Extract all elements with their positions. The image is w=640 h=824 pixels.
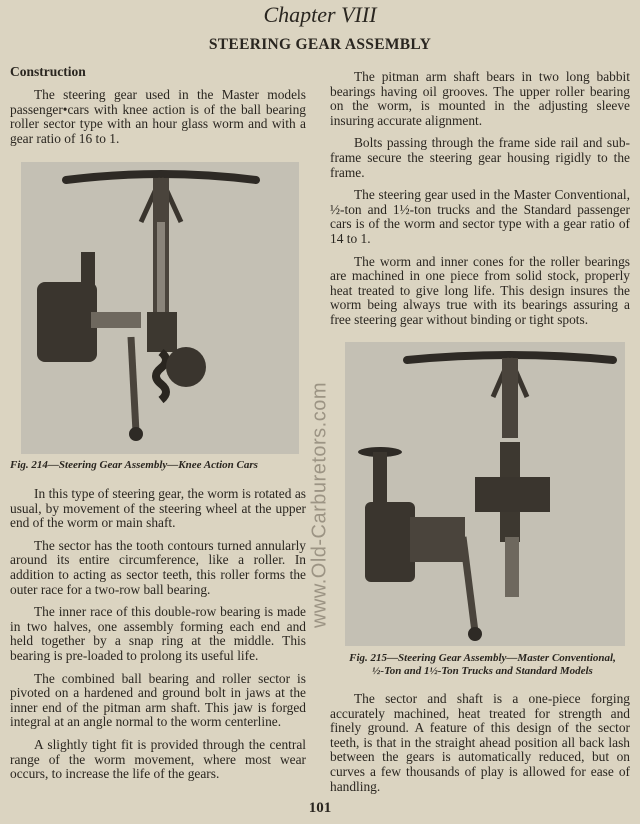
paragraph: Bolts passing through the frame side rail and sub-frame secure the steering gear housing rigidly to the frame. xyxy=(330,135,630,180)
paragraph: The inner race of this double-row bearing is made in two halves, one assembly forming each end and held together by a snap ring at the middle. This bearing is pre-loaded to prolong its useful life. xyxy=(10,604,306,663)
paragraph: The worm and inner cones for the roller bearings are machined in one piece from solid stock, properly heat treated to give long life. This design insures the worm being always true with its bearings assuring a free steering gear without binding or tight spots. xyxy=(330,253,630,327)
paragraph: A slightly tight fit is provided through the central range of the worm movement, where most wear occurs, to increase the life of the gears. xyxy=(10,736,306,782)
figure-215-caption xyxy=(330,652,635,677)
figure-214-caption: Fig. 214—Steering Gear Assembly—Knee Action Cars xyxy=(10,459,258,471)
page-title: STEERING GEAR ASSEMBLY xyxy=(208,36,432,53)
paragraph: The steering gear used in the Master Conventional, ½-ton and 1½-ton trucks and the Standard passenger cars is of the worm and sector type with a gear ratio of 14 to 1. xyxy=(330,187,630,246)
paragraph: In this type of steering gear, the worm is rotated as usual, by movement of the steering wheel at the upper end of the worm or main shaft. xyxy=(10,486,306,531)
section-heading: Construction xyxy=(10,64,86,79)
figure-215-photo xyxy=(345,342,625,646)
paragraph: The combined ball bearing and roller sector is pivoted on a hardened and ground bolt in jaws at the inner end of the pitman arm shaft. This jaw is forged integral at an angle normal to the worm centerline. xyxy=(10,670,306,730)
watermark: www.Old-Carburetors.com xyxy=(308,381,331,629)
figure-214-photo xyxy=(21,162,299,454)
paragraph: The sector has the tooth contours turned annularly around its entire circumference, like a roller. In addition to acting as sector teeth, this roller forms the outer race for a two-row ball bearing. xyxy=(10,537,306,597)
right-column-top xyxy=(330,70,630,336)
page-number: 101 xyxy=(308,800,332,816)
chapter-heading: Chapter VIII xyxy=(263,2,377,27)
left-column-top xyxy=(10,64,306,154)
left-column-bottom xyxy=(10,487,306,790)
right-column-bottom xyxy=(330,692,630,802)
figure-215-caption-line1: Fig. 215—Steering Gear Assembly—Master Conventional, xyxy=(349,652,616,664)
paragraph: The steering gear used in the Master models passenger•cars with knee action is of the ball bearing roller sector type with an hour glass worm and with a gear ratio of 16 to 1. xyxy=(10,87,306,146)
paragraph: The sector and shaft is a one-piece forging accurately machined, heat treated for strength and finely ground. A feature of this design of the sector teeth, is that in the straight ahead position all back lash between the gears is automatically reduced, but on curves a few thousands of play is allowed for ease of handling. xyxy=(330,691,630,794)
figure-215-caption-line2: ½-Ton and 1½-Ton Trucks and Standard Models xyxy=(372,664,593,677)
paragraph: The pitman arm shaft bears in two long babbit bearings having oil grooves. The upper roller bearing on the worm, is mounted in the adjusting sleeve insuring accurate alignment. xyxy=(330,69,630,128)
